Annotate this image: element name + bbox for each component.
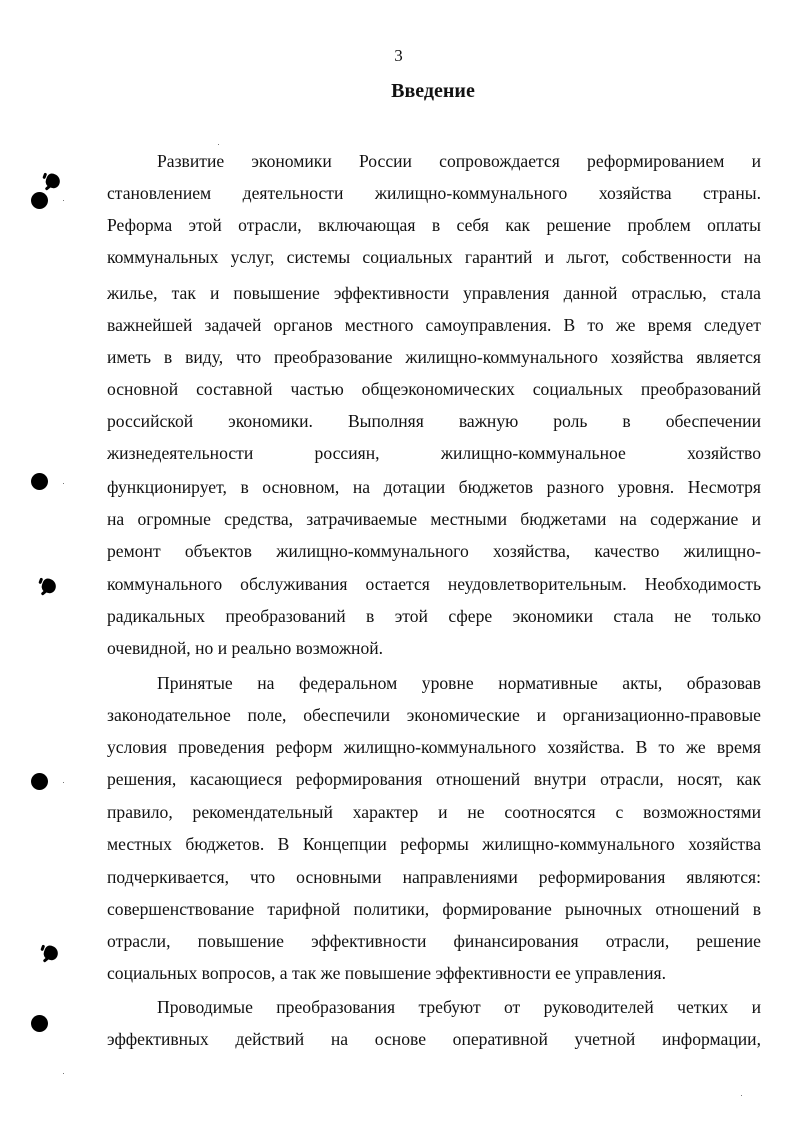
text-line: радикальных преобразований в этой сфере экономики стала не только bbox=[107, 606, 761, 626]
text-line: социальных вопросов, а так же повышение эффективности ее управления. bbox=[107, 963, 666, 983]
text-line: коммунального обслуживания остается неудовлетворительным. Необходимость bbox=[107, 574, 761, 594]
page-number: 3 bbox=[394, 46, 403, 65]
text-line: законодательное поле, обеспечили экономические и организационно-правовые bbox=[107, 705, 761, 725]
text-line: отрасли, повышение эффективности финансирования отрасли, решение bbox=[107, 931, 761, 951]
text-line: местных бюджетов. В Концепции реформы жилищно-коммунального хозяйства bbox=[107, 834, 761, 854]
text-line: основной составной частью общеэкономических социальных преобразований bbox=[107, 379, 761, 399]
scan-smudge-mark bbox=[42, 944, 60, 962]
text-line: российской экономики. Выполняя важную роль в обеспечении bbox=[107, 411, 761, 431]
text-line: на огромные средства, затрачиваемые местными бюджетами на содержание и bbox=[107, 509, 761, 529]
scan-smudge-mark bbox=[40, 577, 58, 595]
text-line: Принятые на федеральном уровне нормативные акты, образовав bbox=[157, 673, 761, 693]
text-line: очевидной, но и реально возможной. bbox=[107, 638, 384, 658]
scan-speck bbox=[218, 144, 219, 145]
text-line: ремонт объектов жилищно-коммунального хозяйства, качество жилищно- bbox=[107, 541, 761, 561]
text-line: становлением деятельности жилищно-коммунального хозяйства страны. bbox=[107, 183, 761, 203]
scan-speck bbox=[63, 782, 64, 783]
text-line: иметь в виду, что преобразование жилищно-коммунального хозяйства является bbox=[107, 347, 761, 367]
scan-speck bbox=[741, 1095, 742, 1096]
binder-hole bbox=[31, 473, 48, 490]
binder-hole bbox=[31, 1015, 48, 1032]
text-line: важнейшей задачей органов местного самоуправления. В то же время следует bbox=[107, 315, 761, 335]
scan-speck bbox=[63, 483, 64, 484]
text-line: Проводимые преобразования требуют от руководителей четких и bbox=[157, 997, 761, 1017]
scan-speck bbox=[63, 200, 64, 201]
text-line: коммунальных услуг, системы социальных гарантий и льгот, собственности на bbox=[107, 247, 761, 267]
text-line: правило, рекомендательный характер и не соотносятся с возможностями bbox=[107, 802, 761, 822]
scan-smudge-mark bbox=[44, 172, 62, 190]
text-line: жизнедеятельности россиян, жилищно-коммунальное хозяйство bbox=[107, 443, 761, 463]
text-line: подчеркивается, что основными направлениями реформирования являются: bbox=[107, 867, 761, 887]
text-line: совершенствование тарифной политики, формирование рыночных отношений в bbox=[107, 899, 761, 919]
page-heading: Введение bbox=[391, 80, 475, 102]
binder-hole bbox=[31, 192, 48, 209]
text-line: Развитие экономики России сопровождается реформированием и bbox=[157, 151, 761, 171]
text-line: жилье, так и повышение эффективности управления данной отраслью, стала bbox=[107, 283, 761, 303]
text-line: функционирует, в основном, на дотации бюджетов разного уровня. Несмотря bbox=[107, 477, 761, 497]
text-line: решения, касающиеся реформирования отношений внутри отрасли, носят, как bbox=[107, 769, 761, 789]
binder-hole bbox=[31, 773, 48, 790]
text-line: условия проведения реформ жилищно-коммунального хозяйства. В то же время bbox=[107, 737, 761, 757]
text-line: Реформа этой отрасли, включающая в себя как решение проблем оплаты bbox=[107, 215, 761, 235]
scan-speck bbox=[63, 1073, 64, 1074]
text-line: эффективных действий на основе оперативной учетной информации, bbox=[107, 1029, 761, 1049]
